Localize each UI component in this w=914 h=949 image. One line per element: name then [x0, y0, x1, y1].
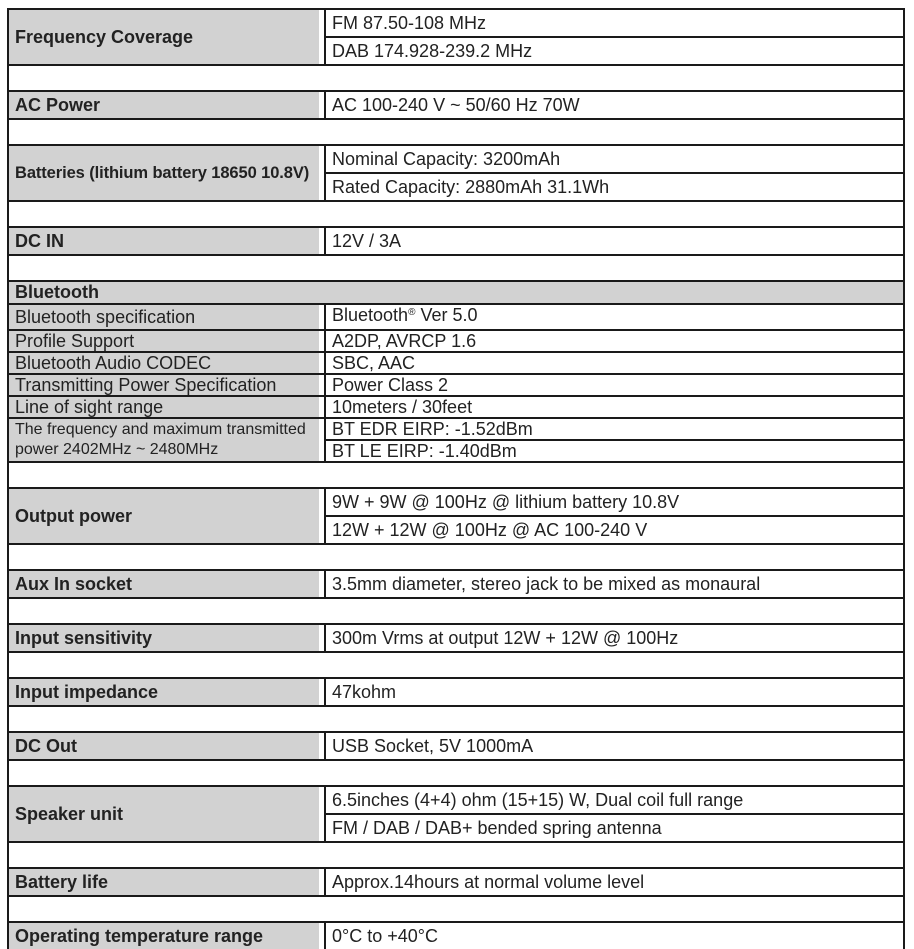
dc-in-value: 12V / 3A — [325, 227, 904, 255]
row-ac-power — [8, 91, 904, 119]
frequency-coverage-label: Frequency Coverage — [8, 9, 325, 65]
eirp-frequency-label — [8, 418, 325, 462]
eirp-label-line2: power 2402MHz ~ 2480MHz — [15, 441, 219, 458]
bluetooth-version-rest: Ver 5.0 — [415, 305, 478, 325]
bluetooth-version-prefix: Bluetooth — [332, 305, 409, 325]
spacer-row — [8, 544, 904, 570]
spacer-row — [8, 462, 904, 488]
row-bluetooth-spec — [8, 304, 904, 330]
aux-in-label: Aux In socket — [8, 570, 325, 598]
row-dc-out — [8, 732, 904, 760]
eirp-edr-value: BT EDR EIRP: -1.52dBm — [325, 418, 904, 440]
transmitting-power-label: Transmitting Power Specification — [8, 374, 325, 396]
bluetooth-section-header: Bluetooth — [8, 281, 904, 304]
battery-life-value: Approx.14hours at normal volume level — [325, 868, 904, 896]
row-speaker-driver — [8, 786, 904, 814]
dab-coverage-value: DAB 174.928-239.2 MHz — [325, 37, 904, 65]
transmitting-power-value: Power Class 2 — [325, 374, 904, 396]
spacer-row — [8, 652, 904, 678]
battery-life-label: Battery life — [8, 868, 325, 896]
profile-support-value: A2DP, AVRCP 1.6 — [325, 330, 904, 352]
spacer-row — [8, 896, 904, 922]
dc-out-value: USB Socket, 5V 1000mA — [325, 732, 904, 760]
spacer-row — [8, 760, 904, 786]
eirp-le-value: BT LE EIRP: -1.40dBm — [325, 440, 904, 462]
rated-capacity-value: Rated Capacity: 2880mAh 31.1Wh — [325, 173, 904, 201]
fm-coverage-value: FM 87.50-108 MHz — [325, 9, 904, 37]
spacer-row — [8, 598, 904, 624]
row-dc-in — [8, 227, 904, 255]
nominal-capacity-value: Nominal Capacity: 3200mAh — [325, 145, 904, 173]
row-output-power-battery — [8, 488, 904, 516]
spec-table — [7, 8, 905, 949]
row-profile-support — [8, 330, 904, 352]
row-eirp-edr — [8, 418, 904, 440]
spacer-row — [8, 201, 904, 227]
spacer-cell — [8, 462, 904, 488]
row-line-of-sight — [8, 396, 904, 418]
spacer-row — [8, 119, 904, 145]
line-of-sight-label: Line of sight range — [8, 396, 325, 418]
row-input-sensitivity — [8, 624, 904, 652]
output-power-ac-value: 12W + 12W @ 100Hz @ AC 100-240 V — [325, 516, 904, 544]
row-batteries-nominal — [8, 145, 904, 173]
spacer-cell — [8, 896, 904, 922]
spacer-cell — [8, 119, 904, 145]
input-impedance-label: Input impedance — [8, 678, 325, 706]
row-frequency-fm — [8, 9, 904, 37]
spacer-row — [8, 255, 904, 281]
ac-power-value: AC 100-240 V ~ 50/60 Hz 70W — [325, 91, 904, 119]
ac-power-label: AC Power — [8, 91, 325, 119]
dc-out-label: DC Out — [8, 732, 325, 760]
operating-temperature-label: Operating temperature range — [8, 922, 325, 949]
spacer-cell — [8, 598, 904, 624]
spacer-row — [8, 706, 904, 732]
row-input-impedance — [8, 678, 904, 706]
row-bluetooth-header — [8, 281, 904, 304]
profile-support-label: Profile Support — [8, 330, 325, 352]
registered-trademark-symbol: ® — [408, 307, 416, 318]
bluetooth-spec-label: Bluetooth specification — [8, 304, 325, 330]
spacer-cell — [8, 65, 904, 91]
output-power-battery-value: 9W + 9W @ 100Hz @ lithium battery 10.8V — [325, 488, 904, 516]
spacer-cell — [8, 255, 904, 281]
row-operating-temperature — [8, 922, 904, 949]
spacer-cell — [8, 652, 904, 678]
line-of-sight-value: 10meters / 30feet — [325, 396, 904, 418]
audio-codec-label: Bluetooth Audio CODEC — [8, 352, 325, 374]
spacer-cell — [8, 706, 904, 732]
output-power-label: Output power — [8, 488, 325, 544]
speaker-antenna-value: FM / DAB / DAB+ bended spring antenna — [325, 814, 904, 842]
bluetooth-version-value — [325, 304, 904, 330]
input-sensitivity-value: 300m Vrms at output 12W + 12W @ 100Hz — [325, 624, 904, 652]
spacer-cell — [8, 842, 904, 868]
input-impedance-value: 47kohm — [325, 678, 904, 706]
spacer-row — [8, 65, 904, 91]
operating-temperature-value: 0°C to +40°C — [325, 922, 904, 949]
row-transmitting-power — [8, 374, 904, 396]
spacer-row — [8, 842, 904, 868]
speaker-driver-value: 6.5inches (4+4) ohm (15+15) W, Dual coil full range — [325, 786, 904, 814]
input-sensitivity-label: Input sensitivity — [8, 624, 325, 652]
speaker-unit-label: Speaker unit — [8, 786, 325, 842]
batteries-label: Batteries (lithium battery 18650 10.8V) — [8, 145, 325, 201]
aux-in-value: 3.5mm diameter, stereo jack to be mixed as monaural — [325, 570, 904, 598]
spacer-cell — [8, 760, 904, 786]
row-audio-codec — [8, 352, 904, 374]
spacer-cell — [8, 201, 904, 227]
audio-codec-value: SBC, AAC — [325, 352, 904, 374]
row-battery-life — [8, 868, 904, 896]
spacer-cell — [8, 544, 904, 570]
eirp-label-line1: The frequency and maximum transmitted — [15, 421, 306, 438]
row-aux-in — [8, 570, 904, 598]
dc-in-label: DC IN — [8, 227, 325, 255]
